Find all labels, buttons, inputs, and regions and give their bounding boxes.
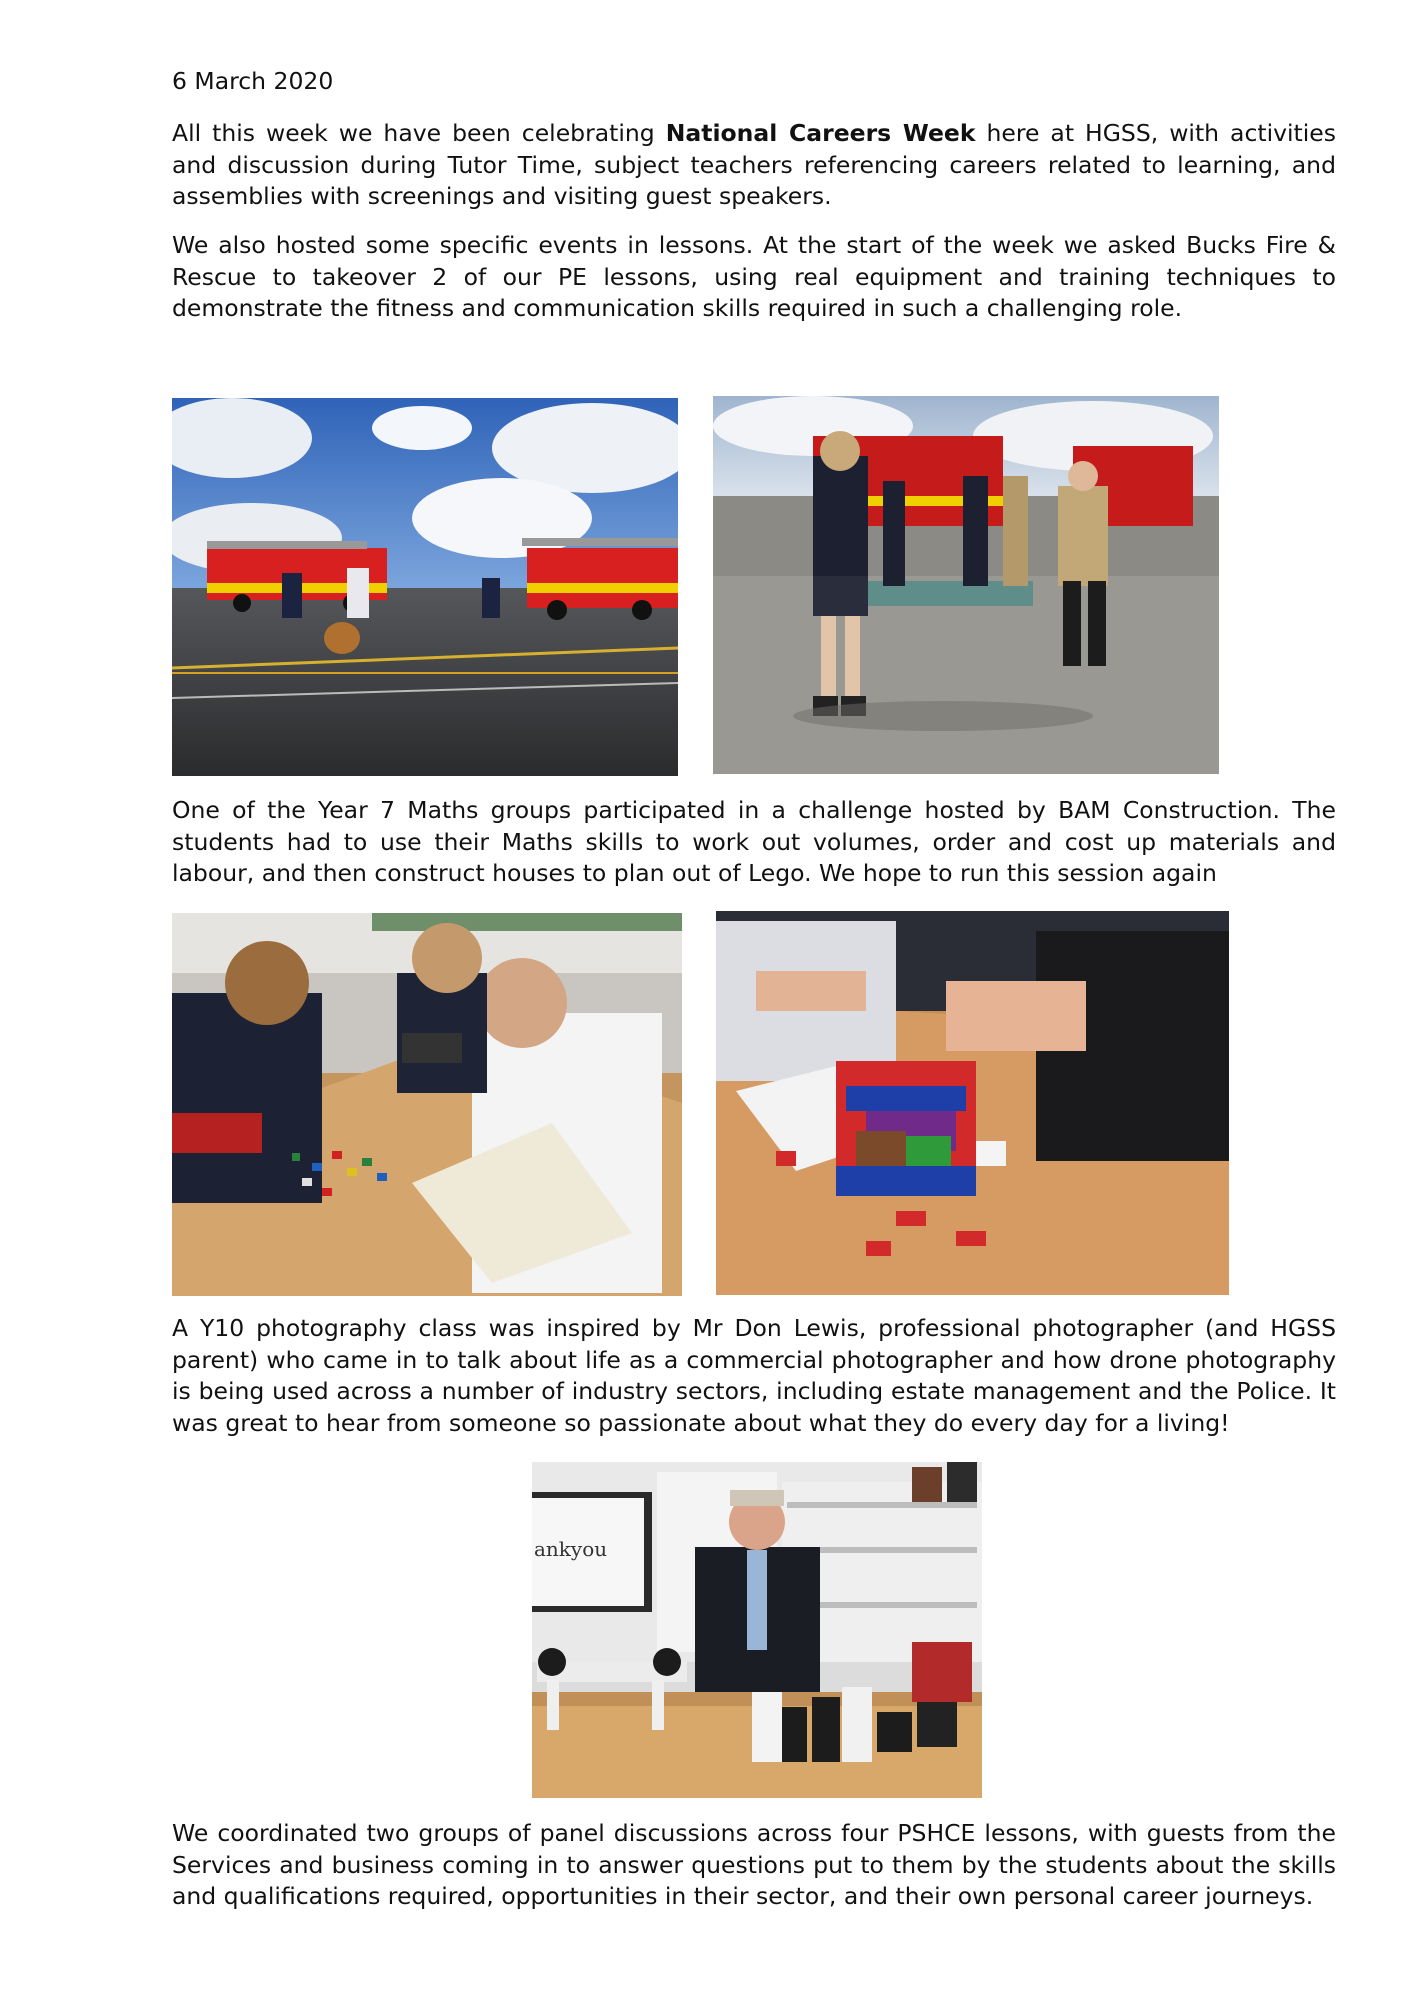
national-careers-week-highlight: National Careers Week — [665, 119, 976, 147]
paragraph-fire-rescue: We also hosted some specific events in lessons. At the start of the week we asked Bucks Fire & Rescue to takeover 2 of our PE lessons, using real equipment and training techniques to demonstrate the fitness and communication skills required in such a challenging role. — [172, 231, 1336, 322]
intro-text-end: here at HGSS, with activities and discussion during Tutor Time, subject teachers referencing careers related to learning, and assemblies with screenings and visiting guest speakers. — [172, 119, 1337, 210]
photo-lego-house-closeup — [716, 911, 1229, 1295]
screen-thankyou-text: ankyou — [534, 1537, 608, 1561]
photo-students-lego-table — [172, 913, 682, 1296]
paragraph-bam-construction: One of the Year 7 Maths groups participated in a challenge hosted by BAM Construction. The students had to use their Maths skills to work out volumes, order and cost up materials and labour, and then construct houses to plan out of Lego. We hope to run this session again — [172, 796, 1336, 887]
photo-photographer-drone — [532, 1462, 982, 1798]
paragraph-intro — [172, 118, 1336, 213]
intro-text-start: All this week we have been celebrating — [172, 119, 666, 147]
photo-fire-engines-playground — [172, 398, 678, 776]
paragraph-photography-class: A Y10 photography class was inspired by Mr Don Lewis, professional photographer (and HGSS parent) who came in to talk about life as a commercial photographer and how drone photography is being used across a number of industry sectors, including estate management and the Police. It was great to hear from someone so passionate about what they do every day for a living! — [172, 1314, 1336, 1437]
photo-firefighters-equipment — [713, 396, 1219, 774]
document-date: 6 March 2020 — [172, 67, 334, 95]
paragraph-panel-discussions: We coordinated two groups of panel discussions across four PSHCE lessons, with guests from the Services and business coming in to answer questions put to them by the students about the skills and qualifications required, opportunities in their sector, and their own personal career journeys. — [172, 1819, 1336, 1910]
